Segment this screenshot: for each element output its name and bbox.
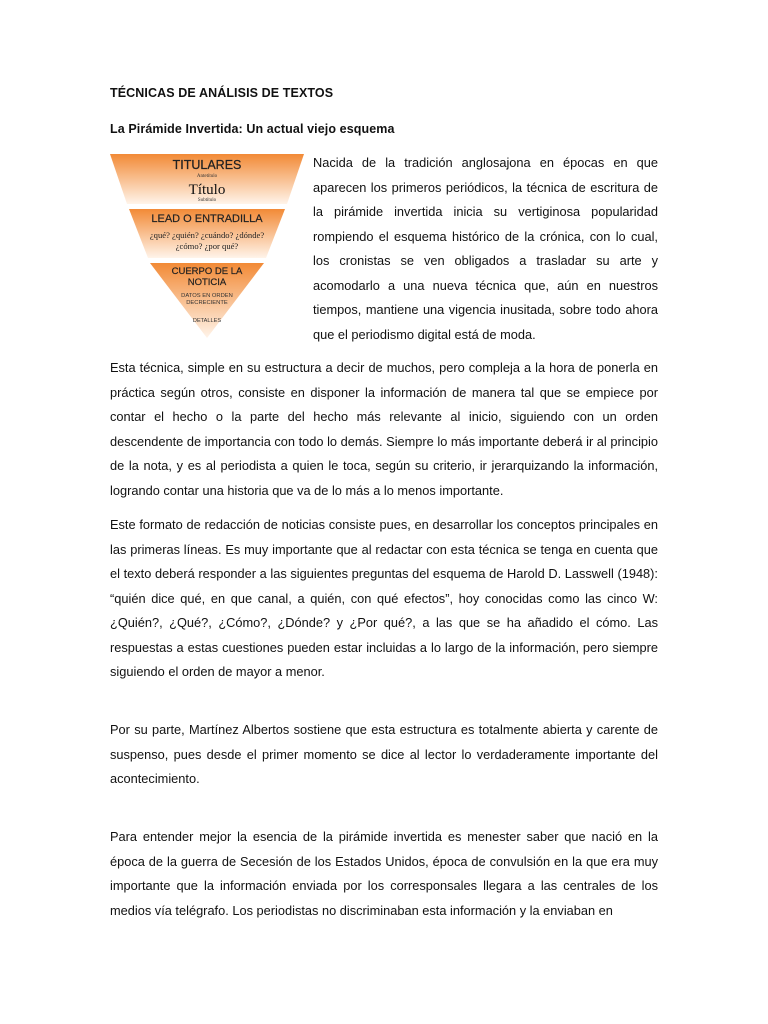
- body-paragraph-1: Esta técnica, simple en su estructura a decir de muchos, pero compleja a la hora de ponerla en práctica según otros, consiste en disponer la información de manera tal que se empiece por contar el hecho o la parte del hecho más relevante al inicio, siguiendo con un orden descendente de importancia con todo lo demás. Siempre lo más importante deberá ir al principio de la nota, y es al periodista a quien le toca, según su criterio, ir jerarquizando la información, logrando contar una historia que va de lo más a lo menos importante.: [110, 360, 658, 498]
- pyramid-subtitulo-label: Subtítulo: [197, 198, 217, 203]
- pyramid-cuerpo-line-1: CUERPO DE LA: [171, 266, 243, 277]
- pyramid-datos-line-1: DATOS EN ORDEN: [181, 293, 233, 299]
- intro-paragraph: Nacida de la tradición anglosajona en épocas en que aparecen los primeros periódicos, la técnica de escritura de la pirámide invertida inicia su vertiginosa popularidad rompiendo el esquema histórico de la crónica, con lo cual, los cronistas se ven obligados a trasladar su arte y acomodarlo a una nueva técnica que, aún en nuestros tiempos, mantiene una vigencia inusitada, sobre todo ahora que el periodismo digital está de moda.: [313, 155, 658, 342]
- body-paragraph-3: Por su parte, Martínez Albertos sostiene que esta estructura es totalmente abierta y carente de suspenso, pues desde el primer momento se dice al lector lo verdaderamente importante del acontecimiento.: [110, 722, 658, 786]
- pyramid-questions-line-1: ¿qué? ¿quién? ¿cuándo? ¿dónde?: [149, 230, 265, 240]
- document-subtitle: La Pirámide Invertida: Un actual viejo esquema: [110, 122, 395, 136]
- document-title: TÉCNICAS DE ANÁLISIS DE TEXTOS: [110, 86, 334, 100]
- inverted-pyramid-diagram: [110, 152, 304, 338]
- pyramid-antetitulo-label: Antetítulo: [196, 174, 218, 179]
- body-paragraph-4: Para entender mejor la esencia de la pirámide invertida es menester saber que nació en la época de la guerra de Secesión de los Estados Unidos, época de convulsión en la que era muy importante que la información enviada por los corresponsales llegara a las centrales de los medios vía telégrafo. Los periodistas no discriminaban esta información y la enviaban en: [110, 829, 658, 918]
- pyramid-detalles-label: DETALLES: [192, 318, 222, 324]
- body-paragraph-2: Este formato de redacción de noticias consiste pues, en desarrollar los conceptos principales en las primeras líneas. Es muy importante que al redactar con esta técnica se tenga en cuenta que el texto deberá responder a las siguientes preguntas del esquema de Harold D. Lasswell (1948): “quién dice qué, en que canal, a quién, con qué efectos”, hoy conocidas como las cinco W: ¿Quién?, ¿Qué?, ¿Cómo?, ¿Dónde? y ¿Por qué?, a las que se ha añadido el cómo. Las respuestas a estas cuestiones pueden estar incluidas a lo largo de la información, pero siempre siguiendo el orden de mayor a menor.: [110, 517, 658, 679]
- pyramid-datos-line-2: DECRECIENTE: [186, 300, 228, 306]
- pyramid-cuerpo-line-2: NOTICIA: [187, 277, 227, 288]
- pyramid-lead-label: LEAD O ENTRADILLA: [151, 213, 263, 225]
- pyramid-questions-line-2: ¿cómo? ¿por qué?: [175, 241, 239, 251]
- pyramid-titulares-label: TITULARES: [172, 158, 242, 172]
- pyramid-titulo-label: Título: [188, 182, 226, 198]
